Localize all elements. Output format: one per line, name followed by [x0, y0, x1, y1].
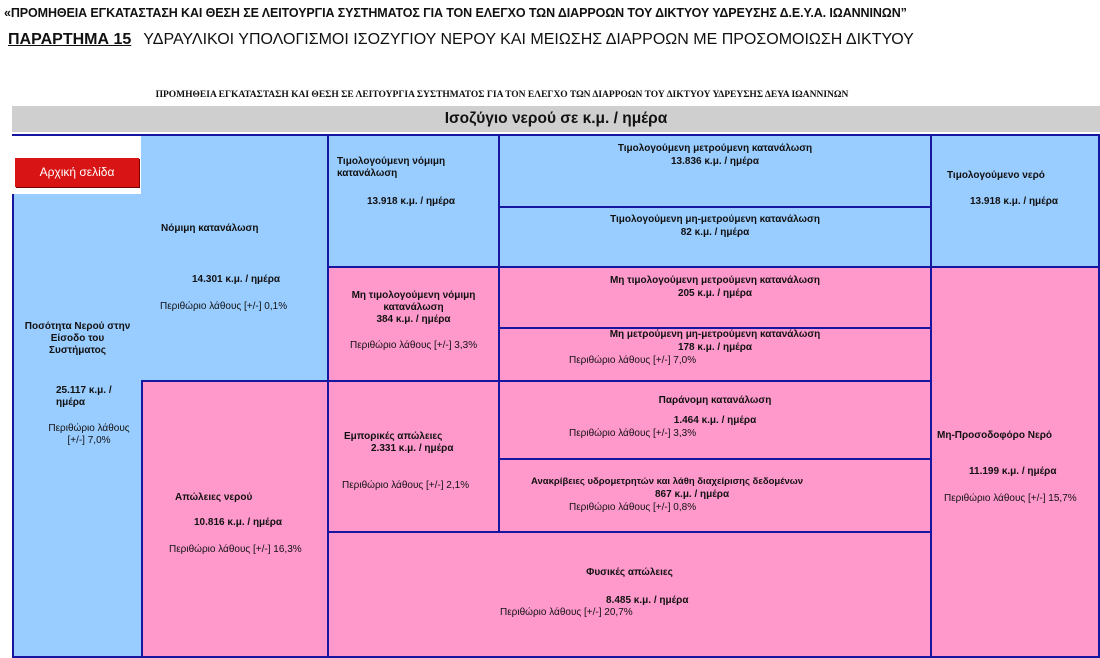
- billed-authorized-cell: [327, 134, 500, 268]
- meter-inaccuracies-label: Ανακρίβειες υδρομετρητών και λάθη διαχείρισης δεδομένων: [531, 476, 804, 487]
- annex-title: ΥΔΡΑΥΛΙΚΟΙ ΥΠΟΛΟΓΙΣΜΟΙ ΙΣΟΖΥΓΙΟΥ ΝΕΡΟΥ ΚΑΙ ΜΕΙΩΣΗΣ ΔΙΑΡΡΟΩΝ ΜΕ ΠΡΟΣΟΜΟΙΩΣΗ ΔΙΚΤΥΟΥ: [143, 31, 914, 48]
- commercial-losses-value: 2.331 κ.μ. / ημέρα: [371, 443, 454, 454]
- billed-unmetered-value: 82 κ.μ. / ημέρα: [680, 227, 750, 238]
- system-input-error-line: [+/-] 7,0%: [67, 435, 111, 446]
- revenue-water-cell: [930, 134, 1100, 268]
- billed-unmetered-cell: [498, 206, 932, 268]
- unbilled-unmetered-cell: [498, 327, 932, 382]
- non-revenue-water-value: 11.199 κ.μ. / ημέρα: [969, 466, 1057, 477]
- physical-losses-error: Περιθώριο λάθους [+/-] 20,7%: [500, 607, 633, 618]
- billed-metered-cell: [498, 134, 932, 208]
- unbilled-unmetered-label: Μη μετρούμενη μη-μετρούμενη κατανάλωση: [609, 329, 821, 340]
- non-revenue-water-error: Περιθώριο λάθους [+/-] 15,7%: [944, 493, 1077, 504]
- meter-inaccuracies-value: 867 κ.μ. / ημέρα: [655, 489, 730, 500]
- home-button[interactable]: Αρχική σελίδα: [15, 158, 139, 187]
- non-revenue-water-cell: [930, 266, 1100, 658]
- unbilled-authorized-label-line: Μη τιμολογούμενη νόμιμη: [351, 290, 476, 301]
- system-input-error-line: Περιθώριο λάθους: [48, 423, 130, 434]
- annex-heading: [8, 31, 914, 49]
- losses-error: Περιθώριο λάθους [+/-] 16,3%: [169, 544, 302, 555]
- non-revenue-water-label: Μη-Προσοδοφόρο Νερό: [937, 430, 1053, 441]
- unbilled-metered-cell: [498, 266, 932, 329]
- system-input-label-line: Συστήματος: [49, 345, 106, 356]
- balance-header: Ισοζύγιο νερού σε κ.μ. / ημέρα: [12, 106, 1100, 132]
- water-losses-cell: [141, 380, 329, 658]
- unbilled-metered-label: Μη τιμολογούμενη μετρούμενη κατανάλωση: [609, 275, 821, 286]
- unbilled-authorized-label-line: κατανάλωση: [383, 302, 444, 313]
- unauthorized-value: 1.464 κ.μ. / ημέρα: [673, 415, 757, 426]
- table-subtitle: ΠΡΟΜΗΘΕΙΑ ΕΓΚΑΤΑΣΤΑΣΗ ΚΑΙ ΘΕΣΗ ΣΕ ΛΕΙΤΟΥΡΓΙΑ ΣΥΣΤΗΜΑΤΟΣ ΓΙΑ ΤΟΝ ΕΛΕΓΧΟ ΤΩΝ ΔΙΑΡΡΟΩΝ ΤΟΥ ΔΙΚΤΥΟΥ ΥΔΡΕΥΣΗΣ ΔΕΥΑ ΙΩΑΝΝΙΝΩΝ: [155, 90, 849, 100]
- system-input-error: [44, 423, 134, 447]
- system-input-value-line: ημέρα: [56, 397, 86, 408]
- billed-metered-value: 13.836 κ.μ. / ημέρα: [670, 156, 760, 167]
- unauthorized-error: Περιθώριο λάθους [+/-] 3,3%: [569, 428, 697, 439]
- system-input-label-line: Είσοδο του: [50, 333, 105, 344]
- unbilled-authorized-value: 384 κ.μ. / ημέρα: [376, 314, 451, 325]
- physical-losses-value: 8.485 κ.μ. / ημέρα: [606, 595, 689, 606]
- authorized-consumption-cell: [141, 134, 329, 382]
- unauthorized-label: Παράνομη κατανάλωση: [658, 395, 772, 406]
- system-input-label-line: Ποσότητα Νερού στην: [24, 321, 131, 332]
- meter-inaccuracies-cell: [498, 458, 932, 533]
- unbilled-authorized-label: [333, 290, 494, 314]
- losses-value: 10.816 κ.μ. / ημέρα: [194, 517, 283, 528]
- unbilled-metered-value: 205 κ.μ. / ημέρα: [677, 288, 753, 299]
- annex-label: ΠΑΡΑΡΤΗΜΑ 15: [8, 31, 132, 48]
- unbilled-unmetered-value: 178 κ.μ. / ημέρα: [677, 342, 753, 353]
- losses-label: Απώλειες νερού: [175, 492, 253, 503]
- physical-losses-cell: [327, 531, 932, 658]
- unbilled-authorized-cell: [327, 266, 500, 382]
- unbilled-authorized-error: Περιθώριο λάθους [+/-] 3,3%: [350, 340, 478, 351]
- authorized-value: 14.301 κ.μ. / ημέρα: [192, 274, 281, 285]
- physical-losses-label: Φυσικές απώλειες: [586, 567, 673, 578]
- billed-authorized-label: [337, 156, 445, 180]
- billed-authorized-label-line: κατανάλωση: [337, 168, 398, 179]
- commercial-losses-error: Περιθώριο λάθους [+/-] 2,1%: [342, 480, 470, 491]
- billed-unmetered-label: Τιμολογούμενη μη-μετρούμενη κατανάλωση: [610, 214, 820, 225]
- commercial-losses-label: Εμπορικές απώλειες: [344, 431, 443, 442]
- meter-inaccuracies-error: Περιθώριο λάθους [+/-] 0,8%: [569, 502, 697, 513]
- revenue-water-label: Τιμολογούμενο νερό: [947, 170, 1045, 181]
- billed-authorized-value: 13.918 κ.μ. / ημέρα: [367, 196, 456, 207]
- billed-authorized-label-line: Τιμολογούμενη νόμιμη: [337, 156, 446, 167]
- commercial-losses-cell: [327, 380, 500, 533]
- unbilled-unmetered-error: Περιθώριο λάθους [+/-] 7,0%: [569, 355, 697, 366]
- unauthorized-consumption-cell: [498, 380, 932, 460]
- revenue-water-value: 13.918 κ.μ. / ημέρα: [970, 196, 1059, 207]
- billed-metered-label: Τιμολογούμενη μετρούμενη κατανάλωση: [617, 143, 813, 154]
- system-input-cell: [12, 134, 143, 658]
- system-input-value-line: 25.117 κ.μ. /: [56, 385, 112, 396]
- document-title: «ΠΡΟΜΗΘΕΙΑ ΕΓΚΑΤΑΣΤΑΣΗ ΚΑΙ ΘΕΣΗ ΣΕ ΛΕΙΤΟΥΡΓΙΑ ΣΥΣΤΗΜΑΤΟΣ ΓΙΑ ΤΟΝ ΕΛΕΓΧΟ ΤΩΝ ΔΙΑΡΡΟΩΝ ΤΟΥ ΔΙΚΤΥΟΥ ΥΔΡΕΥΣΗΣ Δ.Ε.Υ.Α. ΙΩΑΝΝΙΝΩΝ”: [4, 6, 907, 20]
- authorized-label: Νόμιμη κατανάλωση: [161, 223, 259, 234]
- authorized-error: Περιθώριο λάθους [+/-] 0,1%: [160, 301, 288, 312]
- system-input-label: [18, 321, 137, 357]
- system-input-value: [56, 385, 112, 409]
